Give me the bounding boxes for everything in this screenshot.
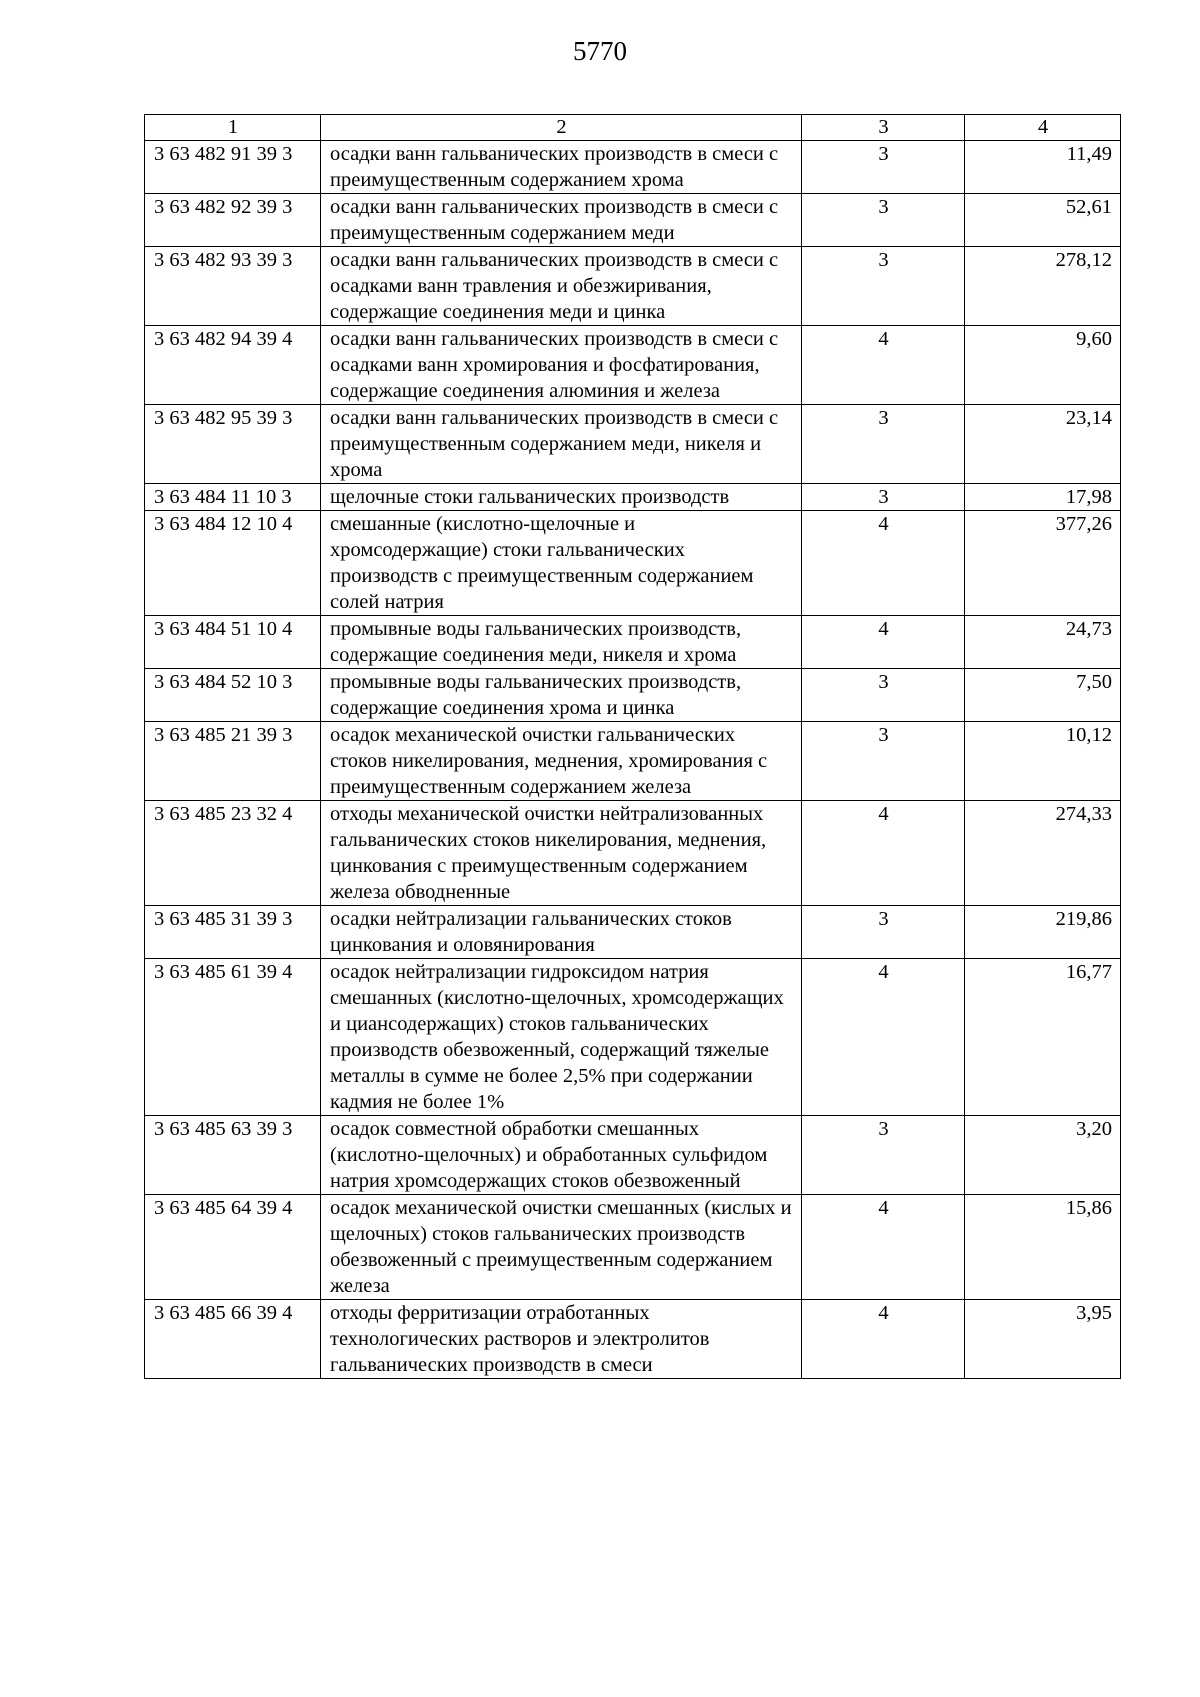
table-row	[145, 722, 1121, 801]
waste-name-cell: осадки ванн гальванических производств в смеси с преимущественным содержанием хрома	[321, 141, 802, 194]
table-row	[145, 326, 1121, 405]
table-row	[145, 669, 1121, 722]
column-header: 2	[321, 115, 802, 141]
amount-cell: 3,95	[965, 1300, 1121, 1379]
hazard-class-cell: 3	[802, 405, 965, 484]
hazard-class-cell: 3	[802, 484, 965, 511]
table-header-row	[145, 115, 1121, 141]
waste-code-cell: 3 63 485 64 39 4	[145, 1195, 321, 1300]
table-row	[145, 484, 1121, 511]
waste-code-cell: 3 63 484 51 10 4	[145, 616, 321, 669]
table-row	[145, 194, 1121, 247]
waste-code-cell: 3 63 484 11 10 3	[145, 484, 321, 511]
waste-name-cell: отходы механической очистки нейтрализованных гальванических стоков никелирования, меднения, цинкования с преимущественным содержанием железа обводненные	[321, 801, 802, 906]
table-row	[145, 959, 1121, 1116]
hazard-class-cell: 4	[802, 801, 965, 906]
waste-code-cell: 3 63 485 63 39 3	[145, 1116, 321, 1195]
waste-code-cell: 3 63 482 94 39 4	[145, 326, 321, 405]
page-number: 5770	[573, 36, 627, 66]
waste-code-cell: 3 63 482 93 39 3	[145, 247, 321, 326]
table-row	[145, 1195, 1121, 1300]
table-row	[145, 801, 1121, 906]
amount-cell: 23,14	[965, 405, 1121, 484]
waste-name-cell: смешанные (кислотно-щелочные и хромсодержащие) стоки гальванических производств с преимущественным содержанием солей натрия	[321, 511, 802, 616]
table-row	[145, 616, 1121, 669]
amount-cell: 16,77	[965, 959, 1121, 1116]
waste-code-cell: 3 63 484 52 10 3	[145, 669, 321, 722]
hazard-class-cell: 3	[802, 247, 965, 326]
amount-cell: 9,60	[965, 326, 1121, 405]
table-row	[145, 1116, 1121, 1195]
hazard-class-cell: 3	[802, 722, 965, 801]
hazard-class-cell: 3	[802, 906, 965, 959]
amount-cell: 52,61	[965, 194, 1121, 247]
hazard-class-cell: 4	[802, 1195, 965, 1300]
amount-cell: 24,73	[965, 616, 1121, 669]
hazard-class-cell: 4	[802, 326, 965, 405]
amount-cell: 7,50	[965, 669, 1121, 722]
waste-name-cell: осадки ванн гальванических производств в смеси с осадками ванн хромирования и фосфатирования, содержащие соединения алюминия и железа	[321, 326, 802, 405]
waste-name-cell: отходы ферритизации отработанных технологических растворов и электролитов гальванических производств в смеси	[321, 1300, 802, 1379]
hazard-class-cell: 4	[802, 616, 965, 669]
waste-code-cell: 3 63 482 92 39 3	[145, 194, 321, 247]
amount-cell: 11,49	[965, 141, 1121, 194]
waste-name-cell: промывные воды гальванических производств, содержащие соединения меди, никеля и хрома	[321, 616, 802, 669]
waste-code-cell: 3 63 484 12 10 4	[145, 511, 321, 616]
hazard-class-cell: 3	[802, 141, 965, 194]
amount-cell: 278,12	[965, 247, 1121, 326]
waste-table	[144, 114, 1121, 1379]
waste-code-cell: 3 63 482 91 39 3	[145, 141, 321, 194]
table-row	[145, 511, 1121, 616]
amount-cell: 274,33	[965, 801, 1121, 906]
waste-code-cell: 3 63 482 95 39 3	[145, 405, 321, 484]
hazard-class-cell: 3	[802, 669, 965, 722]
waste-name-cell: осадок механической очистки смешанных (кислых и щелочных) стоков гальванических производств обезвоженный с преимущественным содержанием железа	[321, 1195, 802, 1300]
waste-code-cell: 3 63 485 23 32 4	[145, 801, 321, 906]
waste-code-cell: 3 63 485 66 39 4	[145, 1300, 321, 1379]
waste-name-cell: осадок механической очистки гальванических стоков никелирования, меднения, хромирования с преимущественным содержанием железа	[321, 722, 802, 801]
table-row	[145, 405, 1121, 484]
waste-name-cell: щелочные стоки гальванических производств	[321, 484, 802, 511]
hazard-class-cell: 3	[802, 194, 965, 247]
waste-name-cell: осадок совместной обработки смешанных (кислотно-щелочных) и обработанных сульфидом натрия хромсодержащих стоков обезвоженный	[321, 1116, 802, 1195]
waste-code-cell: 3 63 485 31 39 3	[145, 906, 321, 959]
column-header: 4	[965, 115, 1121, 141]
table-row	[145, 1300, 1121, 1379]
hazard-class-cell: 4	[802, 1300, 965, 1379]
amount-cell: 219,86	[965, 906, 1121, 959]
amount-cell: 17,98	[965, 484, 1121, 511]
amount-cell: 10,12	[965, 722, 1121, 801]
table-row	[145, 906, 1121, 959]
waste-name-cell: осадки ванн гальванических производств в смеси с осадками ванн травления и обезжиривания, содержащие соединения меди и цинка	[321, 247, 802, 326]
amount-cell: 15,86	[965, 1195, 1121, 1300]
waste-name-cell: осадки ванн гальванических производств в смеси с преимущественным содержанием меди, никеля и хрома	[321, 405, 802, 484]
waste-name-cell: осадок нейтрализации гидроксидом натрия смешанных (кислотно-щелочных, хромсодержащих и циансодержащих) стоков гальванических производств обезвоженный, содержащий тяжелые металлы в сумме не более 2,5% при содержании кадмия не более 1%	[321, 959, 802, 1116]
waste-code-cell: 3 63 485 61 39 4	[145, 959, 321, 1116]
waste-name-cell: промывные воды гальванических производств, содержащие соединения хрома и цинка	[321, 669, 802, 722]
table-row	[145, 247, 1121, 326]
waste-name-cell: осадки нейтрализации гальванических стоков цинкования и оловянирования	[321, 906, 802, 959]
hazard-class-cell: 3	[802, 1116, 965, 1195]
hazard-class-cell: 4	[802, 959, 965, 1116]
column-header: 3	[802, 115, 965, 141]
waste-code-cell: 3 63 485 21 39 3	[145, 722, 321, 801]
column-header: 1	[145, 115, 321, 141]
waste-name-cell: осадки ванн гальванических производств в смеси с преимущественным содержанием меди	[321, 194, 802, 247]
amount-cell: 377,26	[965, 511, 1121, 616]
amount-cell: 3,20	[965, 1116, 1121, 1195]
table-row	[145, 141, 1121, 194]
hazard-class-cell: 4	[802, 511, 965, 616]
